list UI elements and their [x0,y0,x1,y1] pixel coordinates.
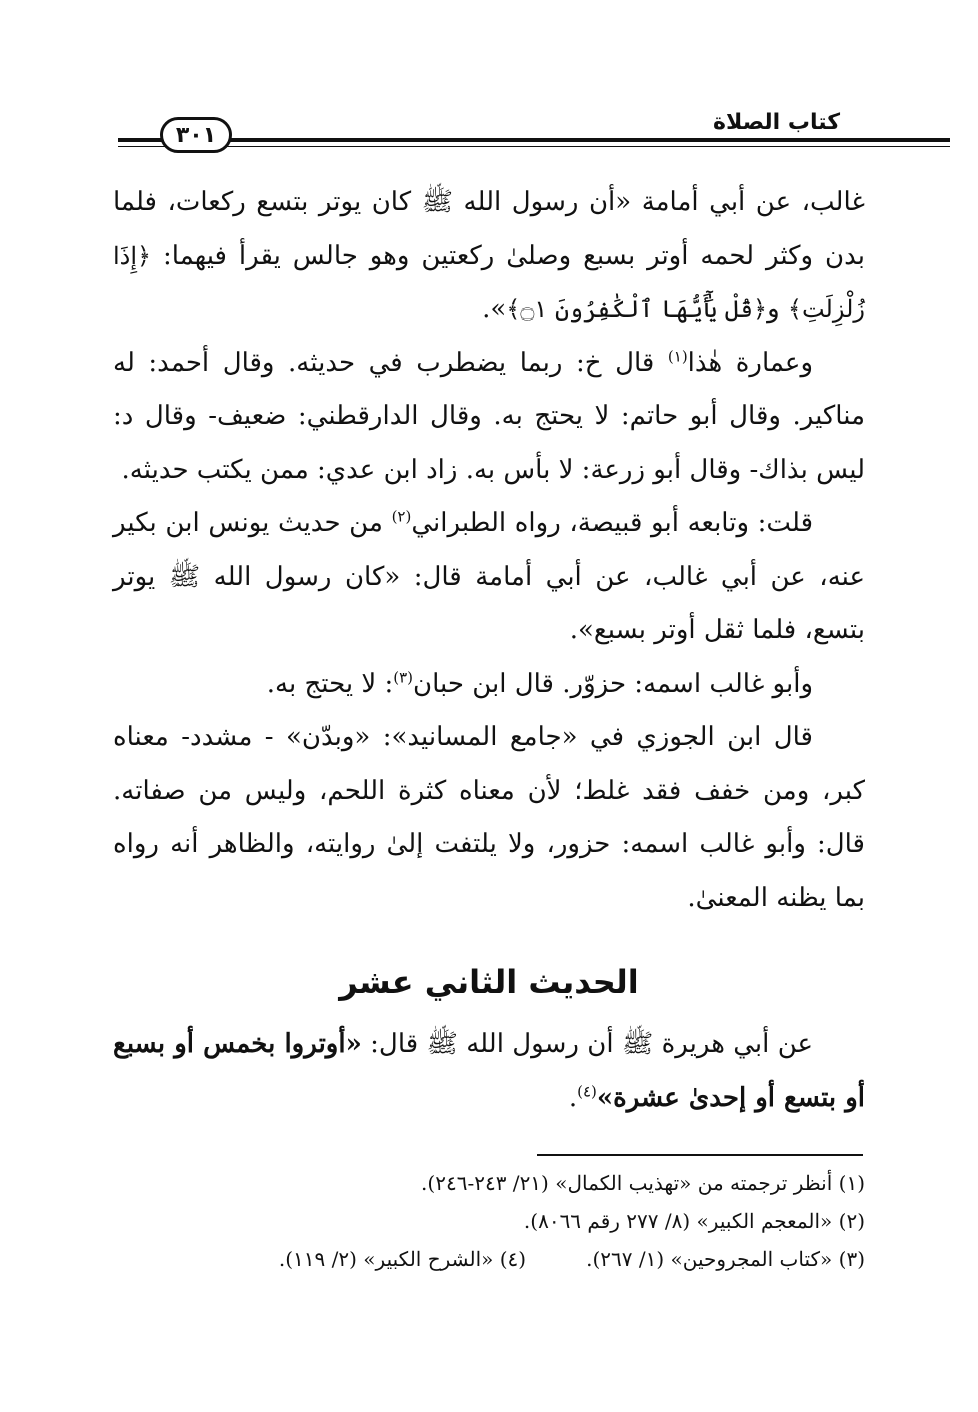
footnote-1: (١) أنظر ترجمته من «تهذيب الكمال» (٢١/ ٢٤٣-٢٤٦). [421,1171,865,1195]
footnote-ref: (١) [667,346,688,365]
footnote-separator [537,1154,863,1156]
header-rule-thin [118,146,950,147]
text-run: وأبو غالب اسمه: حزوّر. قال ابن حبان [413,668,813,699]
footnote-row [113,1240,865,1278]
text-run: وعمارة هٰذا [687,347,814,378]
text-run: عن أبي هريرة ﷺ أن رسول الله ﷺ قال: [361,1029,813,1059]
footnote-ref: (٣) [393,667,414,686]
hadith-text [113,1017,865,1125]
page-number: ٣٠١ [160,117,232,153]
quran-verse: ﴿إِذَا زُلْزِلَتِ﴾ [113,241,865,323]
hadith-quote: «أوتروا بخمس أو بسبع أو بتسع أو إحدىٰ عشرة» [113,1029,865,1113]
paragraph-2 [113,337,865,498]
main-text [113,176,865,925]
paragraph-5: قال ابن الجوزي في «جامع المسانيد»: «وبدّن» - مشدد- معناه كبر، ومن خفف فقد غلط؛ لأن معناه كثرة اللحم، وليس من صفاته. قال: وأبو غالب اسمه: حزور، ولا يلتفت إلىٰ روايته، والظاهر أنه رواه بما يظنه المعنىٰ. [113,722,865,913]
footnote-3: (٣) «كتاب المجروحين» (١/ ٢٦٧). [586,1247,865,1271]
text-run: قال خ: ربما يضطرب في حديثه. وقال أحمد: له مناكير. وقال أبو حاتم: لا يحتج به. وقال الدارقطني: ضعيف- وقال د: ليس بذاك- وقال أبو زرعة: لا بأس به. زاد ابن عدي: ممن يكتب حديثه. [113,347,865,485]
text-run: ». [482,294,507,324]
footnote-ref: (٤) [577,1082,597,1101]
quran-verse: ﴿قُلْ يَٰٓأَيُّهَا ٱلْكَٰفِرُونَ ۝١﴾ [506,295,768,323]
paragraph-4 [113,658,865,712]
footnote-4: (٤) «الشرح الكبير» (٢/ ١١٩). [278,1247,527,1271]
footnotes [113,1164,865,1278]
header-rule-thick [118,138,950,142]
footnote-2: (٢) «المعجم الكبير» (٨/ ٢٧٧ رقم ٨٠٦٦). [523,1209,865,1233]
text-run: قلت: وتابعه أبو قبيصة، رواه الطبراني [411,508,813,538]
text-run: : لا يحتج به. [266,668,394,699]
footnote-ref: (٢) [391,507,412,526]
running-title: كتاب الصلاة [705,108,848,138]
text-run: و [767,294,788,324]
text-run: . [568,1083,578,1113]
text-run: غالب، عن أبي أمامة «أن رسول الله ﷺ كان يوتر بتسع ركعات، فلما بدن وكثر لحمه أوتر بسبع وصلىٰ ركعتين وهو جالس يقرأ فيهما: [113,187,865,271]
hadith-paragraph [113,1017,865,1125]
text-run: من حديث يونس ابن بكير عنه، عن أبي غالب، عن أبي أمامة قال: «كان رسول الله ﷺ يوتر بتسع، فلما ثقل أوتر بسبع». [113,508,865,645]
section-heading: الحديث الثاني عشر [339,963,639,1001]
paragraph-3 [113,497,865,658]
paragraph-1 [113,176,865,337]
